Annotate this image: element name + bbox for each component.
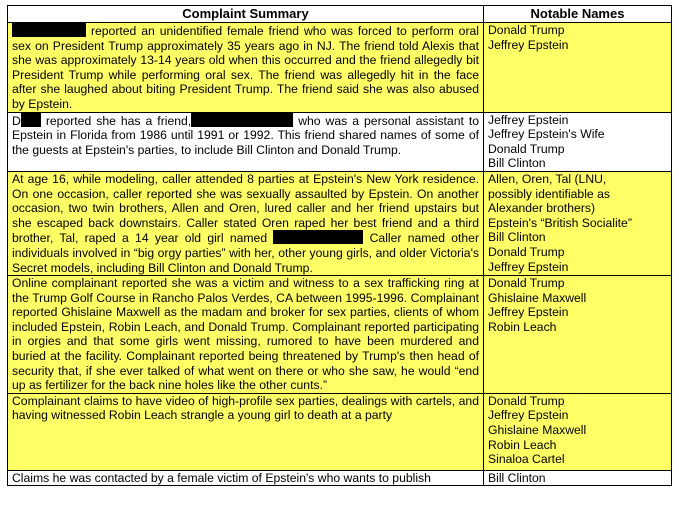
complaint-summary-cell <box>8 112 484 171</box>
notable-name: Donald Trump <box>488 141 565 156</box>
notable-names-cell <box>484 393 672 470</box>
complaint-summary-cell: Online complainant reported she was a victim and witness to a sex trafficking ring at the Trump Golf Course in Rancho Palos Verdes, CA between 1995-1996. Complainant reported Ghislaine Maxwell as the madam and broker for sex parties, clients of whom included Epstein, Robin Leach, and Donald Trump. Complainant reported participating in orgies and that some girls went missing, rumored to have been murdered and buried at the facility. Complainant reported being threatened by Trump's then head of security that, if she ever talked of what went on there or who she saw, he would “end up as fertilizer for the back nine holes like the other cunts.” <box>8 276 484 394</box>
notable-name: Jeffrey Epstein's Wife <box>488 127 605 142</box>
table-row <box>8 470 672 486</box>
notable-name: Sinaloa Cartel <box>488 452 565 467</box>
table-row <box>8 112 672 171</box>
notable-name: possibly identifiable as <box>488 186 610 201</box>
complaint-summary-cell: Complainant claims to have video of high-profile sex parties, dealings with cartels, and having witnessed Robin Leach strangle a young girl to death at a party <box>8 393 484 470</box>
notable-name: Donald Trump <box>488 23 565 37</box>
notable-name: Bill Clinton <box>488 230 546 245</box>
table-row <box>8 393 672 470</box>
complaint-summary-cell <box>8 171 484 275</box>
redaction-bar <box>191 113 293 127</box>
header-notable-names: Notable Names <box>484 6 672 23</box>
notable-names-cell <box>484 23 672 113</box>
table-header-row <box>8 6 672 23</box>
notable-names-cell <box>484 276 672 394</box>
notable-names-cell <box>484 171 672 275</box>
notable-name: Donald Trump <box>488 244 565 259</box>
complaint-summary-cell: Claims he was contacted by a female victim of Epstein's who wants to publish <box>8 470 484 486</box>
notable-name: Epstein's “British Socialite” <box>488 215 632 230</box>
table-row <box>8 276 672 394</box>
notable-name: Donald Trump <box>488 276 565 291</box>
redaction-bar <box>273 230 363 244</box>
summary-text: reported she has a friend, <box>45 113 192 128</box>
notable-name: Alexander brothers) <box>488 201 596 216</box>
table-row <box>8 23 672 113</box>
summary-text: At age 16, while modeling, caller attended 8 parties at Epstein's New York residence. On one occasion, caller reported she was sexually assaulted by Epstein. On another occasion, two twin brothers, Allen and Oren, lured caller and her friend upstairs but she escaped back downstairs. Caller stated Oren raped her best friend and a third brother, Tal, raped a 14 year old girl named <box>12 171 479 246</box>
redaction-bar <box>21 113 41 127</box>
notable-names-cell <box>484 112 672 171</box>
notable-name: Allen, Oren, Tal (LNU, <box>488 171 607 186</box>
notable-name: Jeffrey Epstein <box>488 37 569 52</box>
header-complaint-summary: Complaint Summary <box>8 6 484 23</box>
notable-name: Robin Leach <box>488 437 557 452</box>
notable-name: Bill Clinton <box>488 470 546 485</box>
notable-name: Jeffrey Epstein <box>488 305 569 320</box>
notable-name: Ghislaine Maxwell <box>488 423 587 438</box>
summary-text: Caller named other individuals involved in “big orgy parties” with her, other young girls, and older Victoria's Secret models, including Bill Clinton and Donald Trump. <box>12 231 480 275</box>
complaint-summary-cell <box>8 23 484 113</box>
notable-name: Ghislaine Maxwell <box>488 290 587 305</box>
notable-names-cell <box>484 470 672 486</box>
notable-name: Donald Trump <box>488 393 565 408</box>
summary-text: who was a personal assistant to Epstein in Florida from 1986 until 1991 or 1992. This friend shared names of some of the guests at Epstein's parties, to include Bill Clinton and Donald Trump. <box>12 113 480 157</box>
notable-name: Jeffrey Epstein <box>488 408 569 423</box>
notable-name: Robin Leach <box>488 319 557 334</box>
summary-text: D <box>12 113 21 128</box>
redaction-bar <box>12 23 86 37</box>
notable-name: Bill Clinton <box>488 156 546 171</box>
table-row <box>8 171 672 275</box>
summary-text: reported an unidentified female friend who was forced to perform oral sex on President Trump approximately 35 years ago in NJ. The friend told Alexis that she was approximately 13-14 years old when this occurred and the friend allegedly bit President Trump while performing oral sex. The friend was allegedly hit in the face after she laughed about biting President Trump. The friend said she was also abused by Epstein. <box>12 24 479 111</box>
complaint-table <box>7 5 672 486</box>
notable-name: Jeffrey Epstein <box>488 259 569 274</box>
notable-name: Jeffrey Epstein <box>488 112 569 127</box>
